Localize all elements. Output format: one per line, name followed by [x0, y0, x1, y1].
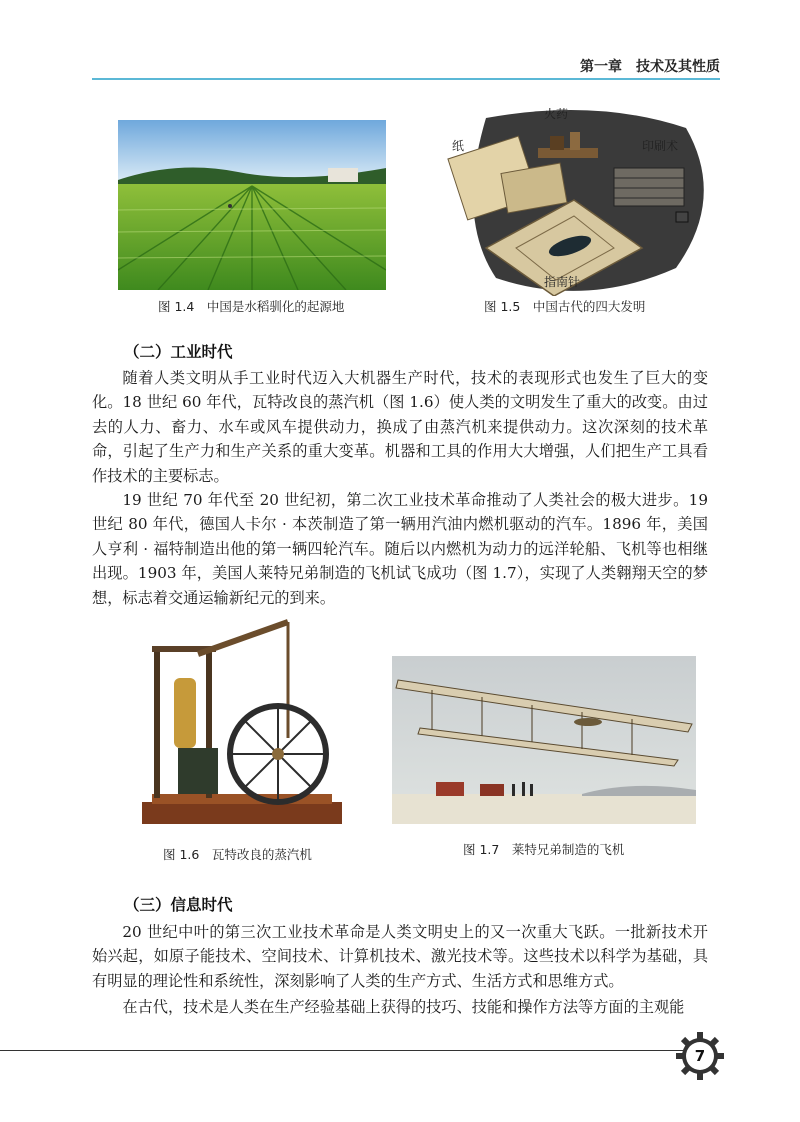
figure-wright-flyer [392, 656, 696, 824]
caption-fig-1-5: 图 1.5 中国古代的四大发明 [484, 299, 646, 314]
four-inventions-image [446, 108, 716, 296]
paragraph-information-1: 20 世纪中叶的第三次工业技术革命是人类文明史上的又一次重大飞跃。一批新技术开始兴起，如原子能技术、空间技术、计算机技术、激光技术等。这些技术以科学为基础，具有明显的理论性和系统性，深刻影响了人类的生产方式、生活方式和思维方式。 [92, 923, 708, 990]
caption-fig-1-7: 图 1.7 莱特兄弟制造的飞机 [463, 842, 625, 857]
section-heading-industrial: （二）工业时代 [124, 343, 233, 361]
label-compass: 指南针 [544, 275, 581, 289]
caption-fig-1-4: 图 1.4 中国是水稻驯化的起源地 [158, 299, 345, 314]
rice-paddy-image [118, 120, 386, 290]
figure-steam-engine [138, 618, 352, 828]
wright-flyer-image [392, 656, 696, 824]
label-printing: 印刷术 [642, 139, 679, 153]
page-number: 7 [694, 1047, 706, 1065]
paragraph-industrial-1: 随着人类文明从手工业时代迈入大机器生产时代，技术的表现形式也发生了巨大的变化。18 世纪 60 年代，瓦特改良的蒸汽机（图 1.6）使人类的文明发生了重大的改变。由过去的人力、畜力、水车或风车提供动力，换成了由蒸汽机来提供动力。这次深刻的技术革命，引起了生产力和生产关系的重大变革。机器和工具的作用大大增强，人们把生产工具看作技术的主要标志。 [92, 369, 708, 485]
figure-rice-paddy [118, 120, 386, 290]
paragraph-industrial-2: 19 世纪 70 年代至 20 世纪初，第二次工业技术革命推动了人类社会的极大进步。19 世纪 80 年代，德国人卡尔 · 本茨制造了第一辆用汽油内燃机驱动的汽车。1896 年，美国人亨利 · 福特制造出他的第一辆四轮汽车。随后以内燃机为动力的远洋轮船、飞机等也相继出现。1903 年，美国人莱特兄弟制造的飞机试飞成功（图 1.7），实现了人类翱翔天空的梦想，标志着交通运输新纪元的到来。 [92, 491, 708, 607]
header-rule [92, 78, 720, 80]
caption-fig-1-6: 图 1.6 瓦特改良的蒸汽机 [163, 847, 312, 862]
steam-engine-image [138, 618, 352, 828]
label-gunpowder: 火药 [544, 108, 569, 121]
label-paper: 纸 [452, 139, 465, 153]
chapter-title: 第一章 技术及其性质 [580, 59, 720, 75]
footer-rule [0, 1050, 686, 1051]
paragraph-information-2: 在古代，技术是人类在生产经验基础上获得的技巧、技能和操作方法等方面的主观能 [122, 998, 685, 1016]
figure-four-inventions [446, 108, 716, 296]
section-heading-information: （三）信息时代 [124, 896, 233, 914]
